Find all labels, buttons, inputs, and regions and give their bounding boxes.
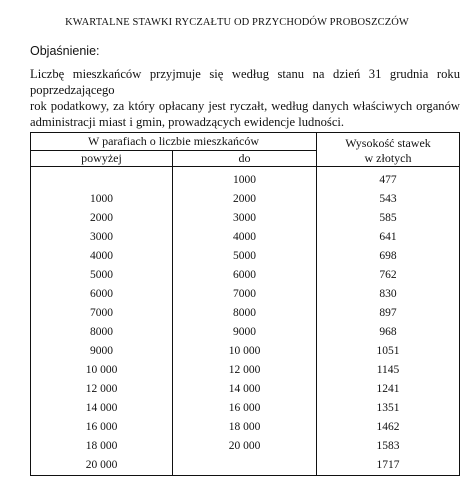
cell-rate: 762: [379, 269, 397, 281]
cell-from: 1000: [90, 193, 113, 205]
header-group-label: W parafiach o liczbie mieszkańców: [87, 134, 260, 148]
header-rate-label-line1: Wysokość stawek: [345, 136, 431, 150]
cell-from: 14 000: [85, 402, 118, 414]
cell-rate: 1717: [376, 459, 400, 471]
cell-from: 12 000: [85, 383, 118, 395]
cell-from: 20 000: [85, 459, 118, 471]
cell-rate: 1145: [376, 364, 400, 376]
header-rate-label-line2: w złotych: [364, 151, 412, 165]
cell-to: 12 000: [228, 364, 261, 376]
cell-from: 6000: [90, 288, 113, 300]
cell-rate: 641: [379, 231, 397, 243]
cell-to: [173, 455, 316, 475]
cell-to: 4000: [233, 231, 256, 243]
cell-to: 1000: [233, 174, 256, 186]
explanation-line-1: Liczbę mieszkańców przyjmuje się według stanu na dzień 31 grudnia roku poprzedzającego: [30, 67, 460, 97]
cell-rate: 1241: [376, 383, 400, 395]
rates-table: [30, 132, 460, 476]
cell-from: 5000: [90, 269, 113, 281]
document-title: KWARTALNE STAWKI RYCZAŁTU OD PRZYCHODÓW PROBOSZCZÓW: [65, 17, 409, 28]
cell-to: 2000: [233, 193, 256, 205]
header-bottom-rule: [31, 166, 459, 167]
cell-from: 4000: [90, 250, 113, 262]
cell-to: 9000: [233, 326, 256, 338]
cell-from: 8000: [90, 326, 113, 338]
cell-to: 10 000: [228, 345, 261, 357]
cell-rate: 1051: [376, 345, 400, 357]
explanation-line-2: rok podatkowy, za który opłacany jest ryczałt, według danych właściwych organów: [30, 99, 460, 113]
explanation-heading: Objaśnienie:: [30, 44, 100, 58]
cell-rate: 477: [379, 174, 397, 186]
explanation-text: [30, 66, 460, 130]
cell-from: 10 000: [85, 364, 118, 376]
cell-from: 18 000: [85, 440, 118, 452]
cell-to: 16 000: [228, 402, 261, 414]
cell-from: 3000: [90, 231, 113, 243]
cell-to: 14 000: [228, 383, 261, 395]
cell-to: 6000: [233, 269, 256, 281]
cell-rate: 585: [379, 212, 397, 224]
header-from-label: powyżej: [81, 151, 122, 165]
explanation-line-3: administracji miast i gmin, prowadzących ewidencje ludności.: [30, 115, 345, 129]
cell-from: 2000: [90, 212, 113, 224]
cell-rate: 968: [379, 326, 397, 338]
cell-rate: 897: [379, 307, 397, 319]
cell-from: [31, 170, 172, 190]
cell-to: 5000: [233, 250, 256, 262]
cell-rate: 1462: [376, 421, 400, 433]
cell-rate: 830: [379, 288, 397, 300]
cell-to: 7000: [233, 288, 256, 300]
cell-to: 3000: [233, 212, 256, 224]
cell-rate: 1351: [376, 402, 400, 414]
cell-to: 18 000: [228, 421, 261, 433]
header-to-label: do: [238, 151, 251, 165]
cell-rate: 543: [379, 193, 397, 205]
cell-from: 9000: [90, 345, 113, 357]
cell-from: 16 000: [85, 421, 118, 433]
cell-from: 7000: [90, 307, 113, 319]
cell-rate: 698: [379, 250, 397, 262]
cell-rate: 1583: [376, 440, 400, 452]
cell-to: 8000: [233, 307, 256, 319]
cell-to: 20 000: [228, 440, 261, 452]
